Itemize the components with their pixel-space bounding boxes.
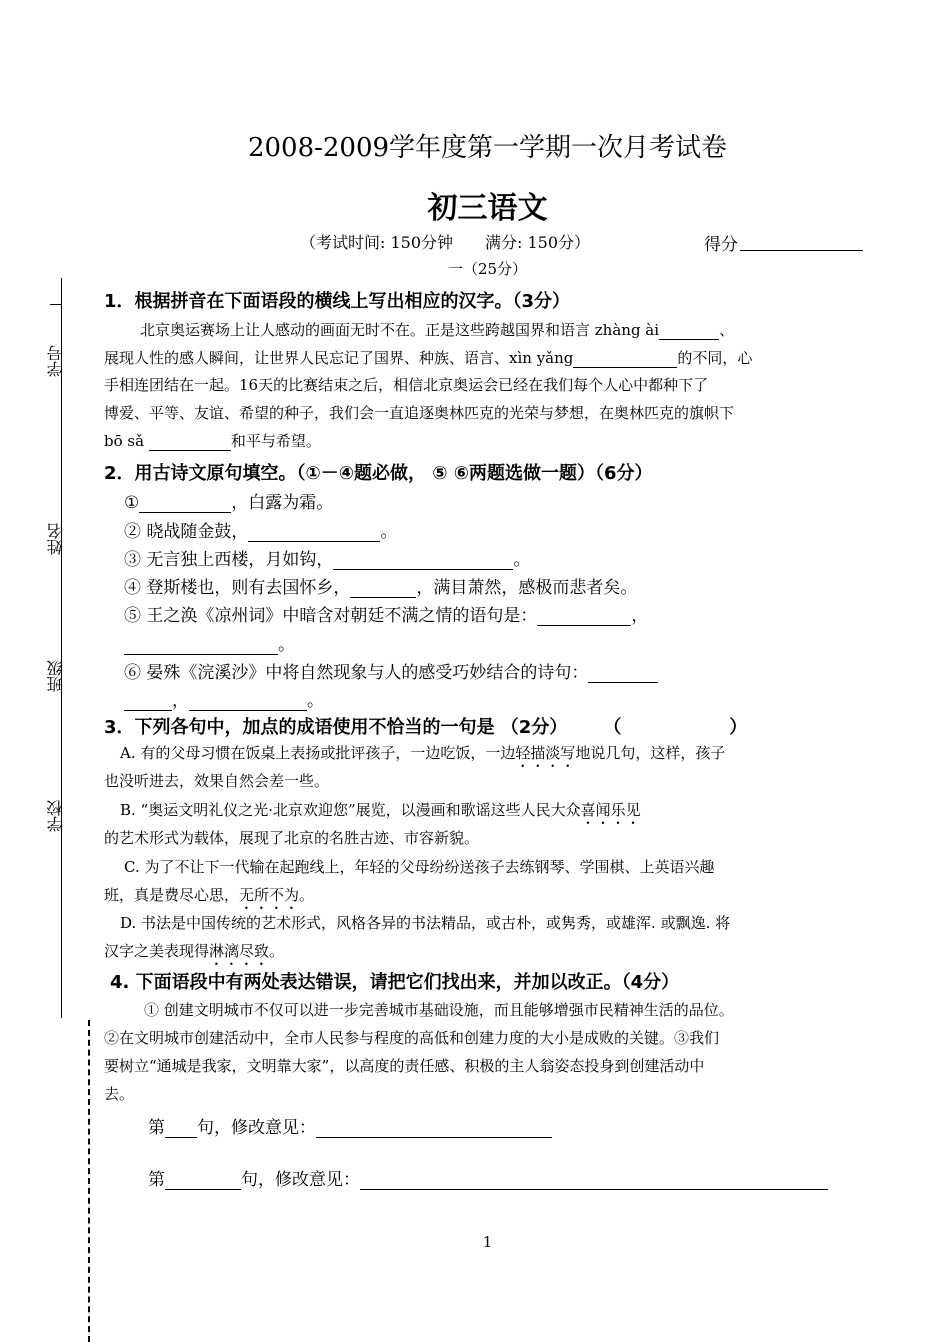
revision-blank[interactable] bbox=[360, 1171, 828, 1190]
page-number: 1 bbox=[482, 1233, 493, 1251]
q4-line-2: ②在文明城市创建活动中，全市人民参与程度的高低和创建力度的大小是成败的关键。③我们 bbox=[104, 1029, 720, 1047]
q4-text: 句，修改意见： bbox=[197, 1118, 316, 1138]
score-blank[interactable] bbox=[740, 250, 863, 251]
revision-blank[interactable] bbox=[316, 1119, 552, 1138]
q1-text: 、 bbox=[719, 321, 735, 339]
q2-text: ④ 登斯楼也，则有去国怀乡， bbox=[124, 578, 351, 598]
q2-text: 。 bbox=[513, 550, 531, 570]
q4-text: 第 bbox=[148, 1170, 165, 1190]
q1-text: 展现人性的感人瞬间，让世界人民忘记了国界、种族、语言、xìn yǎng bbox=[104, 349, 574, 367]
q2-item-1 bbox=[124, 488, 333, 513]
q3-option-d-line-2 bbox=[104, 940, 284, 969]
answer-blank[interactable] bbox=[139, 494, 231, 513]
sentence-number-blank[interactable] bbox=[165, 1171, 241, 1190]
q2-item-6 bbox=[124, 658, 658, 683]
q3-option-c-line-1: C. 为了不让下一代输在起跑线上，年轻的父母纷纷送孩子去练钢琴、学围棋、上英语兴趣 bbox=[124, 858, 715, 876]
q2-item-4 bbox=[124, 573, 637, 598]
q4-line-1: ① 创建文明城市不仅可以进一步完善城市基础设施，而且能够增强市民精神生活的品位。 bbox=[144, 1001, 734, 1019]
answer-blank[interactable] bbox=[149, 434, 231, 451]
q3-text: 班，真是费尽心思， bbox=[104, 886, 240, 904]
dotted-idiom: 轻描淡写 bbox=[515, 744, 576, 762]
q2-text: 。 bbox=[380, 522, 398, 542]
q2-item-5 bbox=[124, 601, 648, 626]
q1-line-3: 手相连团结在一起。16天的比赛结束之后，相信北京奥运会已经在我们每个人心中都种下了 bbox=[104, 376, 709, 394]
section-heading: 一（25分） bbox=[447, 260, 528, 278]
q2-text: ， bbox=[172, 691, 189, 711]
q4-text: 第 bbox=[148, 1118, 165, 1138]
exam-title: 2008-2009学年度第一学期一次月考试卷 bbox=[247, 133, 728, 163]
answer-blank[interactable] bbox=[124, 636, 278, 655]
q3-option-b-line-1 bbox=[120, 799, 641, 828]
q4-text: 句，修改意见： bbox=[241, 1170, 360, 1190]
binding-line bbox=[61, 278, 62, 1018]
margin-blank-1 bbox=[50, 304, 62, 305]
q3-text: A. 有的父母习惯在饭桌上表扬或批评孩子，一边吃饭，一边 bbox=[120, 744, 516, 762]
q1-line-1 bbox=[140, 319, 734, 340]
q1-text: 北京奥运赛场上让人感动的画面无时不在。正是这些跨越国界和语言 zhàng ài bbox=[140, 321, 660, 339]
answer-blank[interactable] bbox=[588, 664, 658, 683]
q2-item-3 bbox=[124, 545, 530, 570]
q2-text: ② 晓战随金鼓， bbox=[124, 522, 249, 542]
question-3-title: 3．下列各句中，加点的成语使用不恰当的一句是 （2分） （ ） bbox=[104, 717, 748, 738]
q1-text: 的不同，心 bbox=[677, 349, 753, 367]
answer-blank[interactable] bbox=[333, 551, 513, 570]
margin-label-class: 班级 bbox=[46, 660, 65, 692]
subject-title: 初三语文 bbox=[427, 191, 548, 226]
q2-text: ③ 无言独上西楼，月如钩， bbox=[124, 550, 334, 570]
q4-line-3: 要树立“通城是我家，文明靠大家”，以高度的责任感、积极的主人翁姿态投身到创建活动中 bbox=[104, 1057, 705, 1075]
q4-fix-1 bbox=[148, 1113, 552, 1138]
dotted-idiom: 无所不为 bbox=[239, 886, 300, 904]
margin-label-student-id: 学号 bbox=[46, 345, 65, 377]
answer-blank[interactable] bbox=[537, 607, 631, 626]
q3-text: B. “奥运文明礼仪之光·北京欢迎您”展览，以漫画和歌谣这些人民大众 bbox=[120, 801, 581, 819]
dotted-idiom: 淋漓尽致 bbox=[209, 942, 270, 960]
q3-text: 。 bbox=[269, 942, 285, 960]
answer-blank[interactable] bbox=[124, 692, 172, 711]
question-1-title: 1．根据拼音在下面语段的横线上写出相应的汉字。（3分） bbox=[104, 291, 571, 312]
q1-text: bō sǎ bbox=[104, 432, 145, 450]
exam-info: （考试时间: 150分钟 满分: 150分） bbox=[300, 233, 591, 252]
binding-dashed-line bbox=[88, 1020, 90, 1342]
q3-text: 。 bbox=[299, 886, 315, 904]
q1-line-5 bbox=[104, 430, 321, 451]
q1-text: 和平与希望。 bbox=[230, 432, 321, 450]
q3-option-a-line-2: 也没听进去，效果自然会差一些。 bbox=[104, 772, 330, 790]
q2-text: ，满目萧然，感极而悲者矣。 bbox=[416, 578, 638, 598]
margin-label-name: 姓名 bbox=[46, 523, 65, 555]
sentence-number-blank[interactable] bbox=[165, 1119, 197, 1138]
q2-item-6-cont bbox=[124, 686, 324, 711]
q2-text: ⑥ 晏殊《浣溪沙》中将自然现象与人的感受巧妙结合的诗句： bbox=[124, 663, 589, 683]
q3-text: 汉字之美表现得 bbox=[104, 942, 210, 960]
answer-blank[interactable] bbox=[350, 579, 416, 598]
q3-option-d-line-1: D. 书法是中国传统的艺术形式，风格各异的书法精品，或古朴，或隽秀，或雄浑. 或飘逸. 将 bbox=[120, 914, 731, 932]
q3-text: 地说几句，这样，孩子 bbox=[575, 744, 726, 762]
q1-line-4: 博爱、平等、友谊、希望的种子，我们会一直追逐奥林匹克的光荣与梦想，在奥林匹克的旗帜下 bbox=[104, 404, 735, 422]
answer-blank[interactable] bbox=[659, 323, 719, 340]
question-2-title: 2．用古诗文原句填空。（①－④题必做， ⑤ ⑥两题选做一题）（6分） bbox=[104, 463, 653, 484]
q2-text: 。 bbox=[307, 691, 324, 711]
q2-text: ① bbox=[124, 493, 140, 513]
q2-text: ⑤ 王之涣《凉州词》中暗含对朝廷不满之情的语句是： bbox=[124, 606, 538, 626]
q4-line-4: 去。 bbox=[104, 1085, 135, 1103]
q2-text: ，白露为霜。 bbox=[231, 493, 334, 513]
q3-option-a-line-1 bbox=[120, 742, 725, 771]
answer-blank[interactable] bbox=[573, 351, 677, 368]
q4-fix-2 bbox=[148, 1165, 828, 1190]
q2-item-5-cont bbox=[124, 630, 295, 655]
q2-text: ， bbox=[631, 606, 649, 626]
score-label: 得分 bbox=[704, 235, 738, 255]
q3-option-b-line-2: 的艺术形式为载体，展现了北京的名胜古迹、市容新貌。 bbox=[104, 829, 480, 847]
q2-item-2 bbox=[124, 517, 397, 542]
margin-label-school: 学校 bbox=[46, 800, 65, 832]
q2-text: 。 bbox=[278, 635, 295, 655]
answer-blank[interactable] bbox=[189, 692, 307, 711]
q3-option-c-line-2 bbox=[104, 884, 314, 913]
question-4-title: 4. 下面语段中有两处表达错误，请把它们找出来，并加以改正。（4分） bbox=[110, 972, 680, 993]
answer-blank[interactable] bbox=[248, 523, 380, 542]
q1-line-2 bbox=[104, 347, 752, 368]
dotted-idiom: 喜闻乐见 bbox=[580, 801, 641, 819]
